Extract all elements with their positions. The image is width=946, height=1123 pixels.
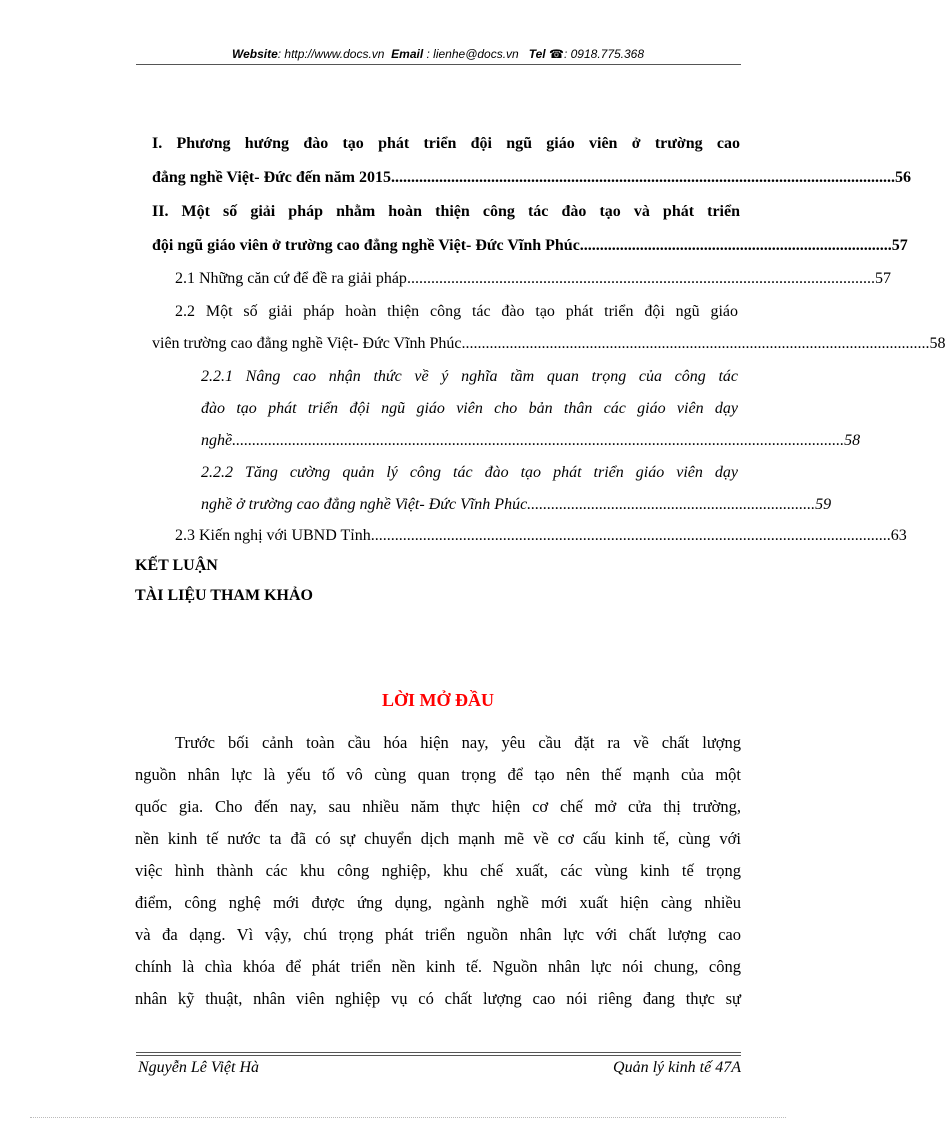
email-label: Email xyxy=(391,47,424,61)
toc-item-2-2-2-page: 59 xyxy=(815,496,832,513)
footer-author: Nguyễn Lê Việt Hà xyxy=(138,1059,260,1076)
intro-line: quốc gia. Cho đến nay, sau nhiều năm thực hiện cơ chế mở cửa thị trường, xyxy=(135,797,741,816)
toc-item-2-2-1-title: nghề. xyxy=(201,432,237,449)
intro-line: Trước bối cảnh toàn cầu hóa hiện nay, yêu cầu đặt ra về chất lượng xyxy=(175,733,741,752)
intro-line: nhân kỹ thuật, nhân viên nghiệp vụ có chất lượng cao nói riêng đang thực sự xyxy=(135,989,741,1008)
intro-line: nguồn nhân lực là yếu tố vô cùng quan trọng để tạo nên thế mạnh của một xyxy=(135,765,741,784)
dot-leader: ..................................................................................................................... xyxy=(406,270,875,287)
toc-item-2-2-2-line-2 xyxy=(201,488,832,522)
toc-item-2-2-line-2 xyxy=(152,327,946,361)
intro-line: việc hình thành các khu công nghiệp, khu chế xuất, các vùng kinh tế trọng xyxy=(135,861,741,880)
toc-item-2-2-1-line-2: đào tạo phát triển đội ngũ giáo viên cho bản thân các giáo viên dạy xyxy=(201,400,738,417)
intro-line: và đa dạng. Vì vậy, chú trọng phát triển nguồn nhân lực với chất lượng cao xyxy=(135,925,741,944)
toc-item-2-1-title: 2.1 Những căn cứ để đề ra giải pháp xyxy=(175,270,407,287)
page-break-line xyxy=(30,1117,786,1118)
footer-class: Quản lý kinh tế 47A xyxy=(613,1059,741,1076)
toc-item-2-1 xyxy=(175,262,891,296)
phone-icon: ☎ xyxy=(549,47,564,61)
toc-item-2-2-title: viên trường cao đẳng nghề Việt- Đức Vĩnh Phúc xyxy=(152,335,462,352)
website-label: Website xyxy=(231,47,278,61)
toc-item-2-1-page: 57 xyxy=(874,270,891,287)
toc-section-1-title: đẳng nghề Việt- Đức đến năm 2015 xyxy=(152,169,391,186)
dot-leader: .................................................................................................................................. xyxy=(370,527,891,544)
intro-line: nền kinh tế nước ta đã có sự chuyển dịch mạnh mẽ về cơ cấu kinh tế, cùng với xyxy=(135,829,741,848)
intro-line: điểm, công nghệ mới được ứng dụng, ngành nghề mới xuất hiện càng nhiều xyxy=(135,893,741,912)
dot-leader: ..................................................................................................................... xyxy=(461,335,930,352)
toc-conclusion: KẾT LUẬN xyxy=(135,557,218,574)
page-header xyxy=(135,44,741,64)
toc-item-2-3 xyxy=(175,519,907,553)
dot-leader: .............................................................................. xyxy=(579,237,892,254)
tel-label: Tel xyxy=(528,47,546,61)
toc-section-1-page: 56 xyxy=(894,169,911,186)
intro-title: LỜI MỞ ĐẦU xyxy=(382,690,494,710)
toc-item-2-2-2-line-1: 2.2.2 Tăng cường quản lý công tác đào tạo phát triển giáo viên dạy xyxy=(201,464,738,481)
toc-item-2-2-page: 58 xyxy=(929,335,946,352)
toc-section-2-title: đội ngũ giáo viên ở trường cao đẳng nghề Việt- Đức Vĩnh Phúc xyxy=(152,237,580,254)
toc-item-2-3-title: 2.3 Kiến nghị với UBND Tỉnh xyxy=(175,527,371,544)
toc-references: TÀI LIỆU THAM KHẢO xyxy=(135,587,313,604)
dot-leader: .............................................................................................................................. xyxy=(390,169,895,186)
dot-leader: ....................................................................... xyxy=(531,496,816,513)
toc-section-2-line-1: II. Một số giải pháp nhằm hoàn thiện công tác đào tạo và phát triển xyxy=(152,203,740,220)
toc-section-1-line-2 xyxy=(152,161,911,195)
tel-value: : 0918.775.368 xyxy=(563,47,645,61)
toc-item-2-2-1-page: 58 xyxy=(844,432,861,449)
footer-rule-top xyxy=(136,1052,741,1053)
toc-section-1-line-1: I. Phương hướng đào tạo phát triển đội ngũ giáo viên ở trường cao xyxy=(152,135,740,152)
toc-item-2-2-1-line-1: 2.2.1 Nâng cao nhận thức về ý nghĩa tầm quan trọng của công tác xyxy=(201,368,738,385)
toc-item-2-2-line-1: 2.2 Một số giải pháp hoàn thiện công tác đào tạo phát triển đội ngũ giáo xyxy=(175,303,738,320)
toc-item-2-2-2-title: nghề ở trường cao đẳng nghề Việt- Đức Vĩnh Phúc. xyxy=(201,496,532,513)
toc-item-2-2-1-line-3 xyxy=(201,424,861,458)
email-value: : lienhe@docs.vn xyxy=(426,47,519,61)
toc-item-2-3-page: 63 xyxy=(890,527,907,544)
toc-section-2-page: 57 xyxy=(891,237,908,254)
toc-section-2-line-2 xyxy=(152,229,908,263)
header-rule xyxy=(136,64,741,65)
dot-leader: ........................................................................................................................................................ xyxy=(236,432,845,449)
intro-line: chính là chìa khóa để phát triển nền kinh tế. Nguồn nhân lực nói chung, công xyxy=(135,957,741,976)
website-value: : http://www.docs.vn xyxy=(277,47,385,61)
